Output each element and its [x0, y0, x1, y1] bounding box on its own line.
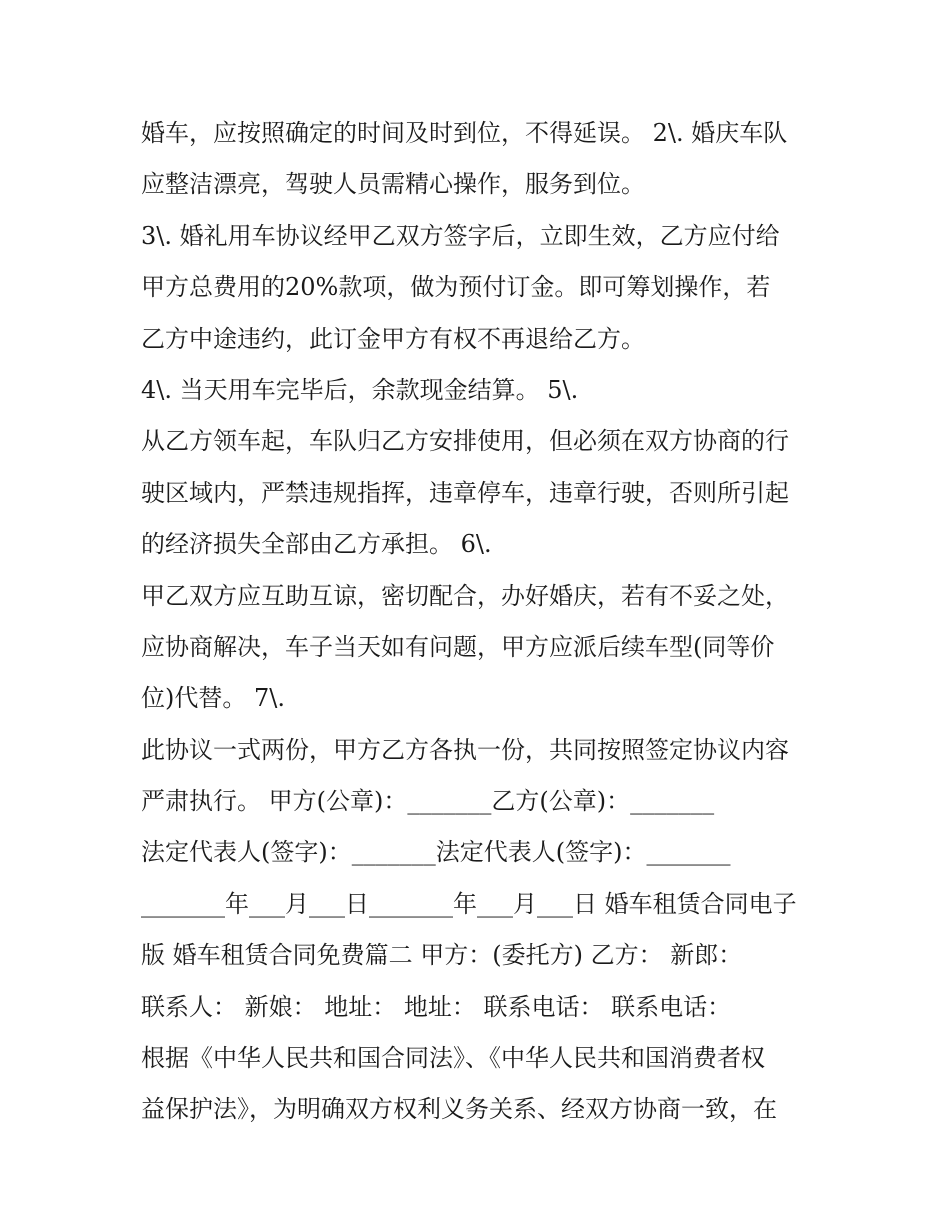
text-line: 4\. 当天用车完毕后，余款现金结算。 5\. — [141, 375, 579, 404]
text-line: 严肃执行。 甲方(公章)：_______乙方(公章)：_______ — [141, 787, 715, 816]
text-line: 版 婚车租赁合同免费篇二 甲方：(委托方) 乙方： 新郎： — [141, 941, 743, 970]
text-line: 3\. 婚礼用车协议经甲乙双方签字后，立即生效，乙方应付给 — [141, 221, 780, 250]
text-line: 应协商解决，车子当天如有问题，甲方应派后续车型(同等价 — [141, 632, 775, 661]
text-line: 驶区域内，严禁违规指挥，违章停车，违章行驶，否则所引起 — [141, 478, 789, 507]
text-line: 此协议一式两份，甲方乙方各执一份，共同按照签定协议内容 — [141, 735, 789, 764]
text-line: 法定代表人(签字)：_______法定代表人(签字)：_______ — [141, 838, 731, 867]
text-line: 益保护法》，为明确双方权利义务关系、经双方协商一致，在 — [141, 1095, 777, 1124]
text-line: 甲方总费用的20%款项，做为预付订金。即可筹划操作，若 — [141, 273, 771, 302]
contract-text — [141, 108, 831, 1136]
text-line: 联系人： 新娘： 地址： 地址： 联系电话： 联系电话： — [141, 992, 732, 1021]
text-line: 位)代替。 7\. — [141, 684, 285, 713]
text-line: 从乙方领车起，车队归乙方安排使用，但必须在双方协商的行 — [141, 427, 789, 456]
text-line: 甲乙双方应互助互谅，密切配合，办好婚庆，若有不妥之处， — [141, 581, 789, 610]
text-line: 根据《中华人民共和国合同法》、《中华人民共和国消费者权 — [141, 1044, 765, 1073]
text-line: _______年___月___日_______年___月___日 婚车租赁合同电子 — [141, 889, 797, 918]
text-line: 应整洁漂亮，驾驶人员需精心操作，服务到位。 — [141, 170, 645, 199]
text-line: 婚车，应按照确定的时间及时到位，不得延误。 2\. 婚庆车队 — [141, 119, 788, 147]
text-line: 的经济损失全部由乙方承担。 6\. — [141, 530, 492, 559]
text-line: 乙方中途违约，此订金甲方有权不再退给乙方。 — [141, 324, 645, 353]
